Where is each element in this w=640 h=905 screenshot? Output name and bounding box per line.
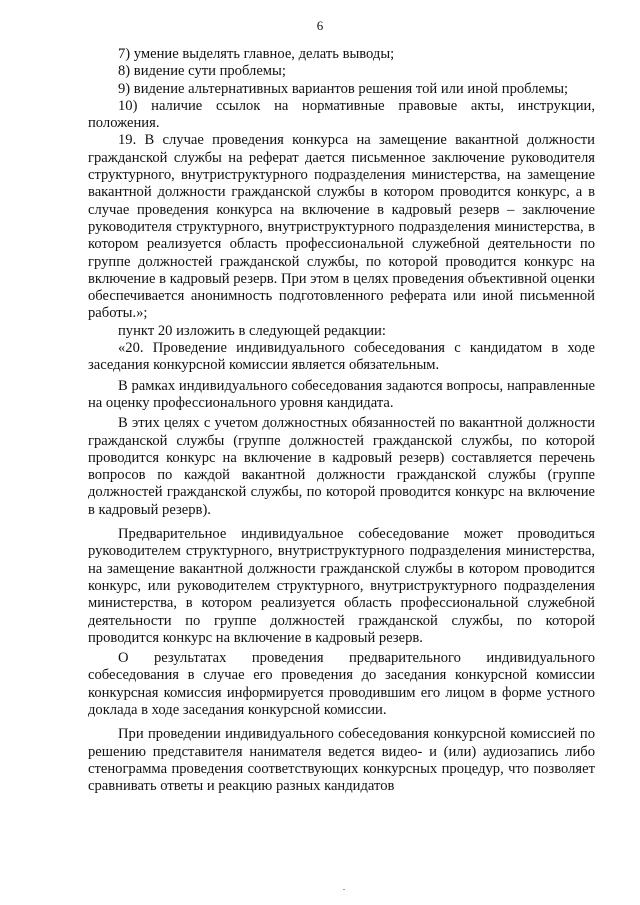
paragraph-interview-results: О результатах проведения предварительного индивидуального собеседования в случае его проведения до заседания конкурсной комиссии конкурсная комиссия информируется проводившим его лицом в форме устного доклада в ходе заседания конкурсной комиссии.: [88, 650, 595, 718]
page-number: 6: [316, 18, 324, 33]
paragraph-preliminary-interview: Предварительное индивидуальное собеседование может проводиться руководителем структурного, внутриструктурного подразделения министерства, на замещение вакантной должности гражданской службы в котором проводится конкурс, или руководителем структурного, внутриструктурного подразделения министерства, в котором реализуется область профессиональной служебной деятельности по группе должностей гражданской службы, по которой проводится конкурс на включение в кадровый резерв.: [88, 526, 595, 646]
document-body: [88, 46, 595, 795]
paragraph-item-8: 8) видение сути проблемы;: [118, 63, 286, 80]
paragraph-clause-20: «20. Проведение индивидуального собеседования с кандидатом в ходе заседания конкурсной комиссии является обязательным.: [88, 340, 595, 374]
scan-artifact-dot: [343, 889, 345, 890]
paragraph-clause-19: 19. В случае проведения конкурса на замещение вакантной должности гражданской службы на реферат дается письменное заключение руководителя структурного, внутриструктурного подразделения министерства, на замещение вакантной должности гражданской службы в котором проводится конкурс, а в случае проведения конкурса на включение в кадровый резерв – заключение руководителя структурного, внутриструктурного подразделения министерства, в котором реализуется область профессиональной служебной деятельности по группе должностей гражданской службы, по которой проводится конкурс на включение в кадровый резерв. При этом в целях проведения объективной оценки обеспечивается анонимность подготовленного реферата или иной письменной работы.»;: [88, 132, 595, 322]
paragraph-question-list: В этих целях с учетом должностных обязанностей по вакантной должности гражданской службы (группе должностей гражданской службы, по которой проводится конкурс на включение в кадровый резерв) составляется перечень вопросов по каждой вакантной должности гражданской службы (группе должностей гражданской службы, по которой проводится конкурс на включение в кадровый резерв).: [88, 415, 595, 518]
paragraph-item-10: 10) наличие ссылок на нормативные правовые акты, инструкции, положения.: [88, 97, 595, 132]
paragraph-amendment-intro: пункт 20 изложить в следующей редакции:: [118, 322, 386, 339]
paragraph-recording: При проведении индивидуального собеседования конкурсной комиссией по решению представителя нанимателя ведется видео- и (или) аудиозапись либо стенограмма проведения соответствующих конкурсных процедур, что позволяет сравнивать ответы и реакцию разных кандидатов: [88, 726, 595, 795]
paragraph-item-7: 7) умение выделять главное, делать выводы;: [118, 46, 395, 62]
paragraph-item-9: 9) видение альтернативных вариантов решения той или иной проблемы;: [118, 80, 569, 97]
paragraph-interview-questions: В рамках индивидуального собеседования задаются вопросы, направленные на оценку профессионального уровня кандидата.: [88, 377, 595, 411]
